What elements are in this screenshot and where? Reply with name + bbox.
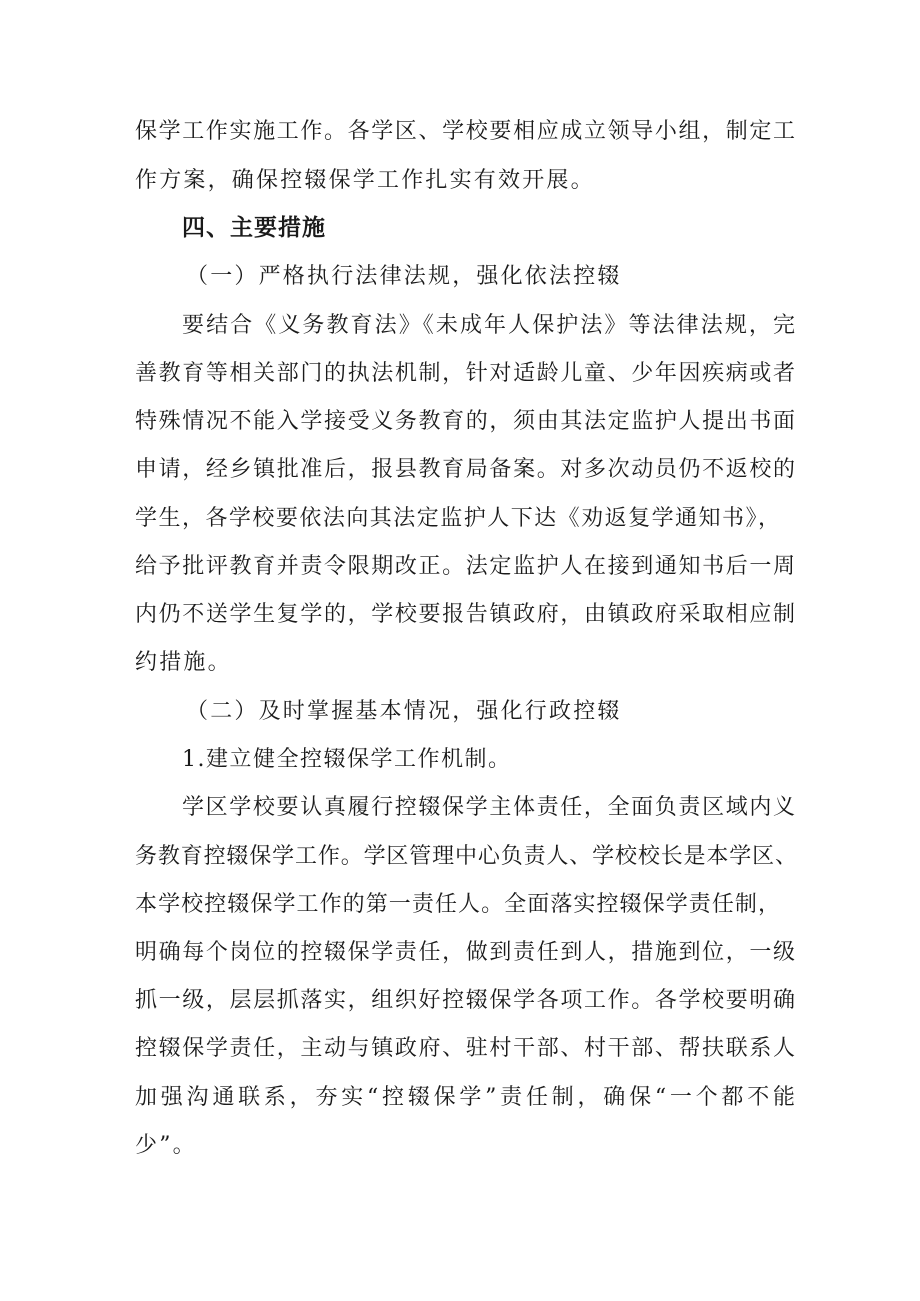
paragraph-line: 务教育控辍保学工作。学区管理中心负责人、学校校长是本学区、 bbox=[135, 844, 797, 869]
paragraph-line: 善教育等相关部门的执法机制，针对适龄儿童、少年因疾病或者 bbox=[135, 361, 795, 386]
section-heading: 四、主要措施 bbox=[182, 215, 326, 241]
paragraph-line: 学区学校要认真履行控辍保学主体责任，全面负责区域内义 bbox=[182, 795, 795, 820]
paragraph-line: 保学工作实施工作。各学区、学校要相应成立领导小组，制定工 bbox=[135, 119, 795, 144]
paragraph-line: 本学校控辍保学工作的第一责任人。全面落实控辍保学责任制， bbox=[135, 892, 780, 917]
subsection-heading: （一）严格执行法律法规，强化依法控辍 bbox=[186, 264, 622, 289]
paragraph-line: 抓一级，层层抓落实，组织好控辍保学各项工作。各学校要明确 bbox=[135, 988, 795, 1013]
paragraph-line: 给予批评教育并责令限期改正。法定监护人在接到通知书后一周 bbox=[135, 554, 795, 579]
list-item-heading: 1.建立健全控辍保学工作机制。 bbox=[182, 747, 512, 772]
paragraph-line: 内仍不送学生复学的，学校要报告镇政府，由镇政府采取相应制 bbox=[135, 602, 795, 627]
paragraph-line: 明确每个岗位的控辍保学责任，做到责任到人，措施到位，一级 bbox=[135, 940, 795, 965]
subsection-heading: （二）及时掌握基本情况，强化行政控辍 bbox=[186, 699, 622, 724]
paragraph-line: 特殊情况不能入学接受义务教育的，须由其法定监护人提出书面 bbox=[135, 409, 795, 434]
paragraph-line: 学生，各学校要依法向其法定监护人下达《劝返复学通知书》， bbox=[135, 506, 780, 531]
paragraph-line: 约措施。 bbox=[135, 650, 232, 675]
paragraph-line: 要结合《义务教育法》《未成年人保护法》等法律法规，完 bbox=[182, 313, 795, 338]
paragraph-line: 加强沟通联系，夯实“控辍保学”责任制，确保“一个都不能 bbox=[135, 1085, 795, 1110]
paragraph-line: 作方案，确保控辍保学工作扎实有效开展。 bbox=[135, 168, 595, 193]
paragraph-line: 少”。 bbox=[135, 1133, 197, 1158]
paragraph-line: 申请，经乡镇批准后，报县教育局备案。对多次动员仍不返校的 bbox=[135, 457, 795, 482]
paragraph-line: 控辍保学责任，主动与镇政府、驻村干部、村干部、帮扶联系人 bbox=[135, 1036, 795, 1061]
